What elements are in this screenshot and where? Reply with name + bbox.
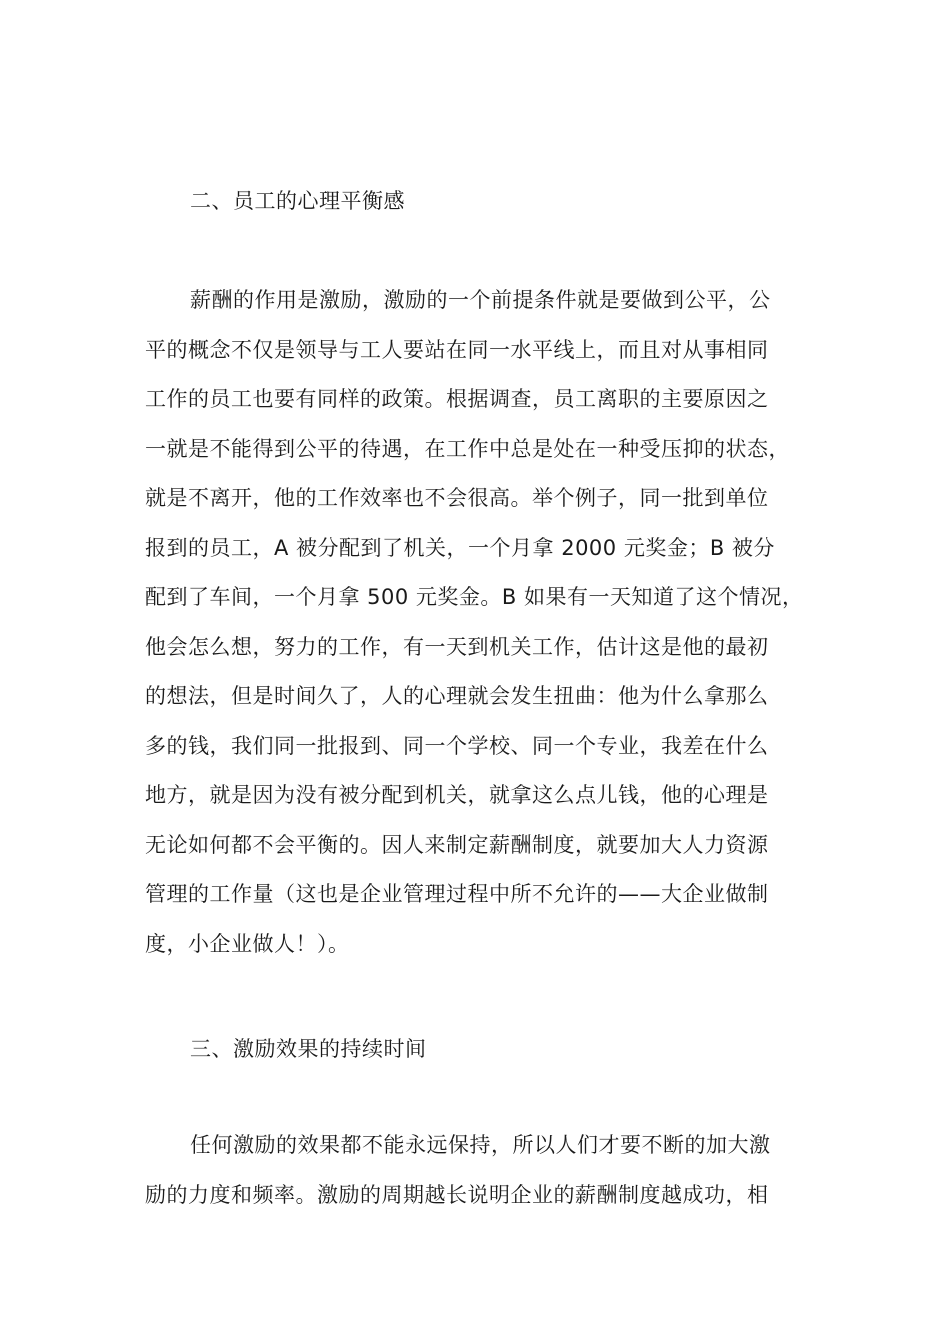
paragraph-line: 无论如何都不会平衡的。因人来制定薪酬制度，就要加大人力资源 xyxy=(145,832,769,857)
section-heading: 三、激励效果的持续时间 xyxy=(190,1037,427,1061)
paragraph-line: 薪酬的作用是激励，激励的一个前提条件就是要做到公平，公 xyxy=(190,288,771,312)
paragraph xyxy=(145,1121,820,1220)
paragraph-line: 励的力度和频率。激励的周期越长说明企业的薪酬制度越成功，相 xyxy=(145,1182,769,1207)
paragraph-line: 管理的工作量（这也是企业管理过程中所不允许的——大企业做制 xyxy=(145,882,769,906)
paragraph-line: 多的钱，我们同一批报到、同一个学校、同一个专业，我差在什么 xyxy=(145,733,769,758)
paragraph-line: 地方，就是因为没有被分配到机关，就拿这么点儿钱，他的心理是 xyxy=(145,783,769,807)
paragraph-line: 他会怎么想，努力的工作，有一天到机关工作，估计这是他的最初 xyxy=(145,634,769,659)
paragraph-line: 报到的员工，A 被分配到了机关，一个月拿 2000 元奖金；B 被分 xyxy=(145,535,775,560)
paragraph-line: 平的概念不仅是领导与工人要站在同一水平线上，而且对从事相同 xyxy=(145,337,769,362)
paragraph-line: 就是不离开，他的工作效率也不会很高。举个例子，同一批到单位 xyxy=(145,486,769,510)
paragraph-line: 一就是不能得到公平的待遇，在工作中总是处在一种受压抑的状态， xyxy=(145,436,790,461)
paragraph-line: 度，小企业做人！）。 xyxy=(145,931,350,956)
paragraph-line: 配到了车间，一个月拿 500 元奖金。B 如果有一天知道了这个情况， xyxy=(145,585,804,609)
paragraph-line: 任何激励的效果都不能永远保持，所以人们才要不断的加大激 xyxy=(190,1133,771,1157)
section-heading: 二、员工的心理平衡感 xyxy=(190,189,405,213)
paragraph xyxy=(145,276,820,969)
paragraph-line: 工作的员工也要有同样的政策。根据调查，员工离职的主要原因之 xyxy=(145,387,769,411)
paragraph-line: 的想法，但是时间久了，人的心理就会发生扭曲：他为什么拿那么 xyxy=(145,684,769,708)
